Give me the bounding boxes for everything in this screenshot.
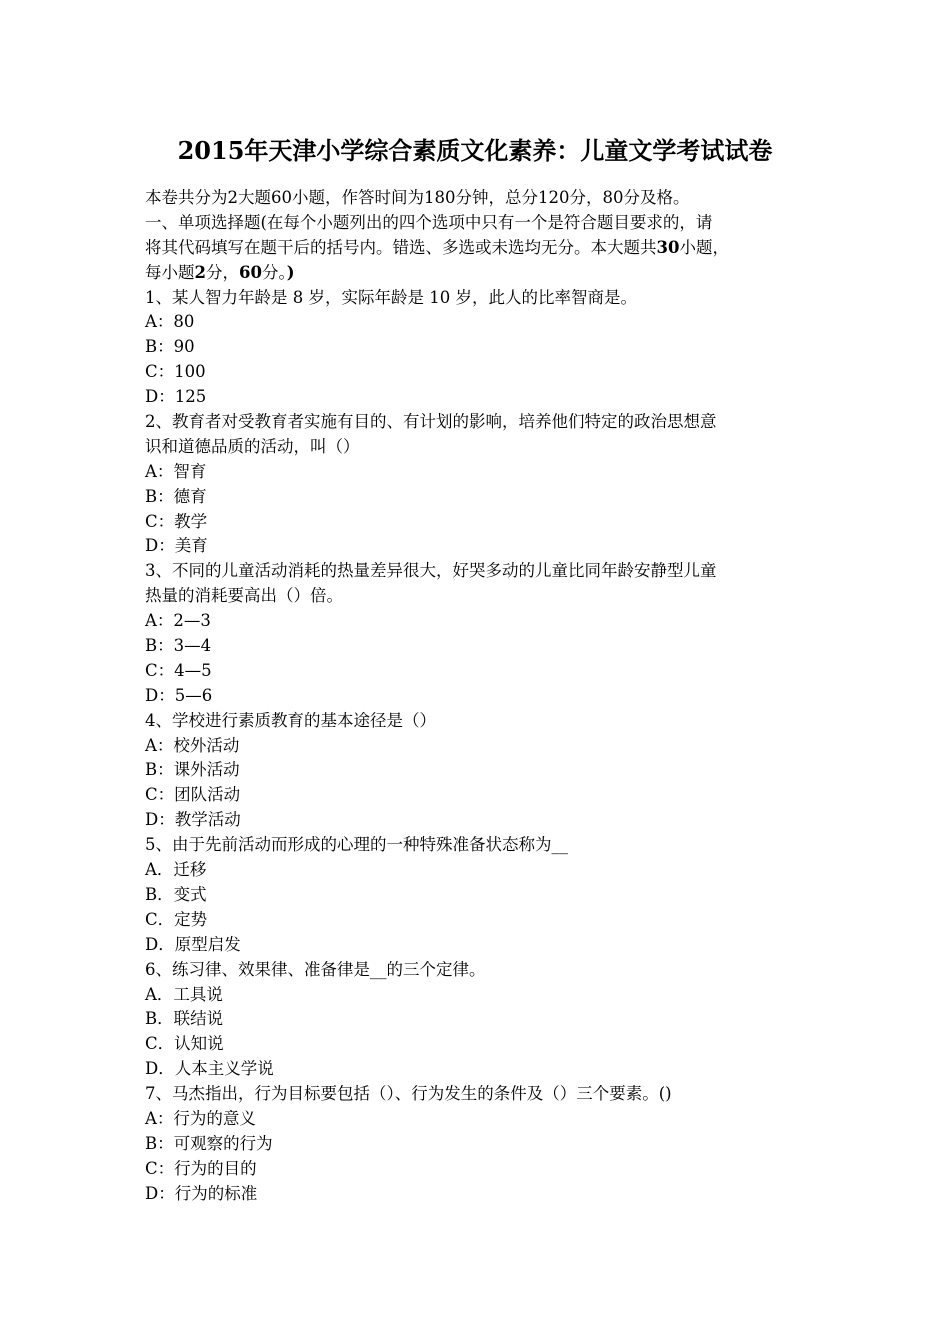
option-d: D：5—6 [145,685,213,705]
question-5 [145,833,815,957]
option-b: B：3—4 [145,636,212,656]
option-a: A．迁移 [145,860,207,880]
option-c: C．定势 [145,909,208,929]
question-2 [145,410,815,559]
option-a: A：行为的意义 [145,1108,256,1128]
section-total-points: 60 [238,262,262,282]
section-text: 小题， [679,237,729,257]
question-4 [145,709,815,833]
points-per-question: 2 [194,262,206,282]
option-d: D．原型启发 [145,934,241,954]
option-b: B：90 [145,337,195,357]
option-b: B．变式 [145,884,207,904]
question-7 [145,1082,815,1206]
document-body [145,186,815,1207]
option-d: D：教学活动 [145,810,241,830]
option-a: A：校外活动 [145,735,240,755]
option-c: C：教学 [145,511,208,531]
section-text: 分。 [261,262,287,282]
question-stem: 5、由于先前活动而形成的心理的一种特殊准备状态称为__ [145,835,568,855]
question-stem: 2、教育者对受教育者实施有目的、有计划的影响，培养他们特定的政治思想意 [145,412,717,432]
question-count: 30 [656,237,680,257]
section-heading-line-3 [145,261,815,286]
option-a: A：智育 [145,461,207,481]
question-stem: 7、马杰指出，行为目标要包括（）、行为发生的条件及（）三个要素。() [145,1084,672,1104]
option-c: C：团队活动 [145,785,241,805]
section-heading-line-1: 一、单项选择题(在每个小题列出的四个选项中只有一个是符合题目要求的，请 [145,212,713,232]
option-b: B．联结说 [145,1009,224,1029]
question-stem: 1、某人智力年龄是 8 岁，实际年龄是 10 岁，此人的比率智商是。 [145,287,637,307]
option-a: A．工具说 [145,984,223,1004]
question-1 [145,286,815,410]
section-heading-line-2 [145,236,815,261]
section-text: 分， [205,262,239,282]
option-d: D：美育 [145,536,208,556]
exam-intro: 本卷共分为2大题60小题，作答时间为180分钟，总分120分，80分及格。 [145,188,690,207]
section-text: 将其代码填写在题干后的括号内。错选、多选或未选均无分。本大题共 [145,237,657,257]
option-b: B：课外活动 [145,760,240,780]
question-stem: 4、学校进行素质教育的基本途径是（） [145,710,436,730]
question-stem: 6、练习律、效果律、准备律是__的三个定律。 [145,959,486,979]
question-stem-cont: 识和道德品质的活动，叫（） [145,436,360,456]
option-a: A：80 [145,312,195,332]
option-b: B：可观察的行为 [145,1133,273,1153]
option-c: C：4—5 [145,660,212,680]
option-c: C：100 [145,362,206,382]
question-6 [145,958,815,1082]
question-stem-cont: 热量的消耗要高出（）倍。 [145,586,343,606]
option-c: C：行为的目的 [145,1158,257,1178]
section-text: 每小题 [145,262,195,282]
question-3 [145,559,815,708]
document-title: 2015年天津小学综合素质文化素养：儿童文学考试试卷 [177,136,773,165]
option-d: D：行为的标准 [145,1183,258,1203]
option-b: B：德育 [145,486,207,506]
option-d: D．人本主义学说 [145,1059,274,1079]
question-stem: 3、不同的儿童活动消耗的热量差异很大，好哭多动的儿童比同年龄安静型儿童 [145,561,717,581]
option-a: A：2—3 [145,611,211,631]
section-close-paren: ) [286,262,295,282]
option-d: D：125 [145,387,207,407]
option-c: C．认知说 [145,1034,224,1054]
